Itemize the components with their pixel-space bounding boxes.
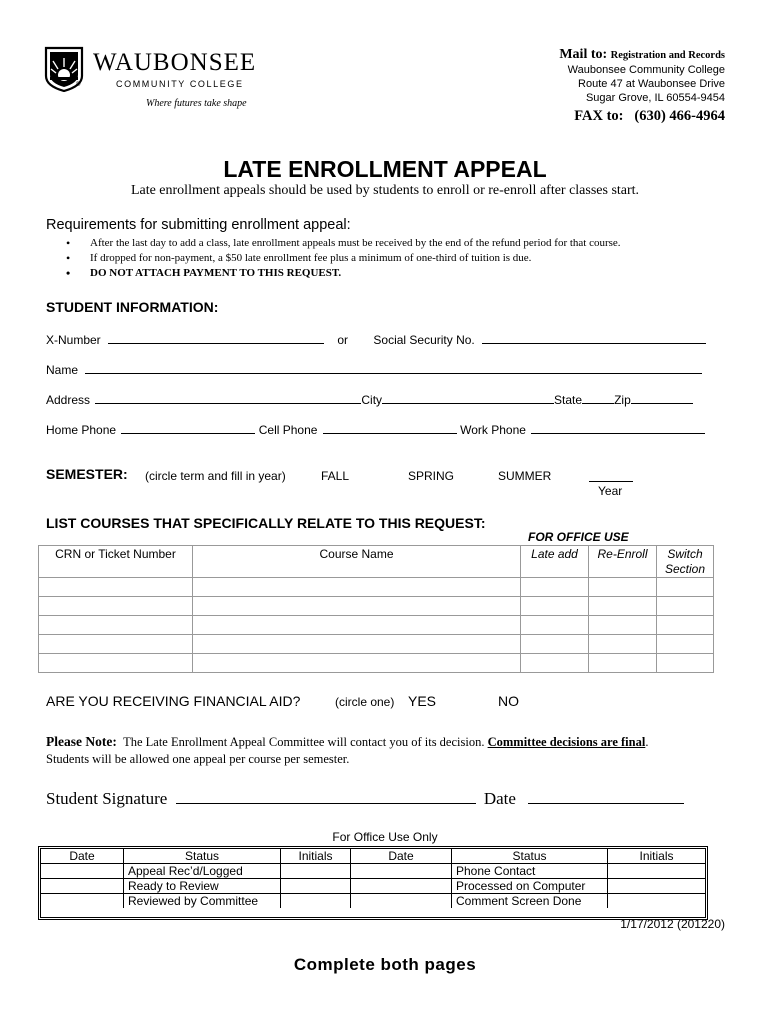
state-label: State: [554, 393, 583, 407]
office-header-row: [41, 849, 705, 864]
requirement-item: • DO NOT ATTACH PAYMENT TO THIS REQUEST.: [62, 266, 621, 281]
note-text: The Late Enrollment Appeal Committee will contact you of its decision.: [123, 735, 485, 749]
crn-cell[interactable]: [39, 654, 193, 673]
requirements-heading: Requirements for submitting enrollment appeal:: [46, 217, 351, 233]
financial-aid-yes[interactable]: YES: [408, 693, 437, 709]
switch-section-cell: [657, 654, 714, 673]
financial-aid-instruction: (circle one): [335, 695, 395, 709]
financial-aid-no[interactable]: NO: [498, 693, 519, 709]
zip-field[interactable]: [631, 392, 693, 404]
late-add-cell: [521, 654, 589, 673]
footer-instruction: Complete both pages: [293, 955, 477, 974]
year-field[interactable]: [589, 481, 633, 482]
college-subname: COMMUNITY COLLEGE: [116, 79, 244, 89]
name-label: Name: [46, 363, 79, 377]
office-status-cell: Phone Contact: [452, 864, 608, 879]
late-add-cell: [521, 635, 589, 654]
xnumber-field[interactable]: [108, 332, 324, 344]
switch-line-2: Section: [664, 562, 706, 576]
year-label: Year: [598, 484, 623, 498]
course-name-cell[interactable]: [193, 635, 521, 654]
late-add-header: Late add: [521, 546, 589, 578]
office-status-cell: Appeal Rec’d/Logged: [124, 864, 281, 879]
office-initials-header: Initials: [608, 849, 706, 864]
home-phone-field[interactable]: [121, 422, 255, 434]
re-enroll-cell: [589, 635, 657, 654]
switch-section-header: [657, 546, 714, 578]
courses-heading: LIST COURSES THAT SPECIFICALLY RELATE TO THIS REQUEST:: [46, 515, 486, 531]
office-initials-cell: [608, 864, 706, 879]
crn-cell[interactable]: [39, 635, 193, 654]
course-name-cell[interactable]: [193, 578, 521, 597]
address-field[interactable]: [95, 392, 361, 404]
crn-cell[interactable]: [39, 597, 193, 616]
or-label: or: [337, 333, 349, 347]
course-name-cell[interactable]: [193, 654, 521, 673]
signature-date-field[interactable]: [528, 788, 684, 804]
state-field[interactable]: [582, 392, 614, 404]
office-date-cell: [351, 879, 452, 894]
home-phone-label: Home Phone: [46, 423, 117, 437]
office-date-cell: [41, 864, 124, 879]
course-name-header: Course Name: [193, 546, 521, 578]
office-row: [41, 864, 705, 879]
crn-header: CRN or Ticket Number: [39, 546, 193, 578]
requirement-item: • If dropped for non-payment, a $50 late enrollment fee plus a minimum of one-third of tuition is due.: [62, 251, 621, 266]
mail-recipient: Registration and Records: [610, 50, 725, 61]
xnumber-row: [46, 332, 706, 347]
late-add-cell: [521, 578, 589, 597]
zip-label: Zip: [614, 393, 631, 407]
college-name: WAUBONSEE: [93, 49, 257, 76]
late-add-cell: [521, 616, 589, 635]
office-use-label: FOR OFFICE USE: [528, 530, 629, 544]
re-enroll-cell: [589, 597, 657, 616]
office-status-cell: Ready to Review: [124, 879, 281, 894]
course-name-cell[interactable]: [193, 597, 521, 616]
cell-phone-field[interactable]: [323, 422, 457, 434]
mail-address-block: [559, 48, 725, 123]
table-row: [39, 635, 714, 654]
re-enroll-cell: [589, 616, 657, 635]
requirements-list: [62, 236, 621, 281]
semester-instruction: (circle term and fill in year): [145, 469, 286, 483]
ssn-label: Social Security No.: [373, 333, 475, 347]
course-name-cell[interactable]: [193, 616, 521, 635]
office-date-header: Date: [41, 849, 124, 864]
xnumber-label: X-Number: [46, 333, 101, 347]
name-field[interactable]: [85, 362, 702, 374]
re-enroll-cell: [589, 654, 657, 673]
mail-line-1: Waubonsee Community College: [567, 64, 725, 76]
note-label: Please Note:: [46, 734, 117, 749]
signature-date-label: Date: [483, 789, 516, 808]
switch-line-1: Switch: [667, 547, 703, 561]
office-initials-header: Initials: [281, 849, 351, 864]
cell-phone-label: Cell Phone: [258, 423, 318, 437]
switch-section-cell: [657, 578, 714, 597]
work-phone-field[interactable]: [531, 422, 705, 434]
address-row: [46, 392, 693, 407]
semester-heading: SEMESTER:: [46, 466, 128, 482]
please-note: [46, 733, 736, 768]
requirement-item: • After the last day to add a class, late enrollment appeals must be received by the end of the refund period for that course.: [62, 236, 621, 251]
office-date-cell: [351, 894, 452, 909]
registered-mark: ®: [76, 82, 81, 88]
office-date-cell: [351, 864, 452, 879]
table-row: [39, 597, 714, 616]
phone-row: [46, 422, 705, 437]
office-status-cell: Processed on Computer: [452, 879, 608, 894]
late-add-cell: [521, 597, 589, 616]
crn-cell[interactable]: [39, 616, 193, 635]
signature-row: [46, 788, 684, 809]
office-initials-cell: [281, 879, 351, 894]
mail-line-3: Sugar Grove, IL 60554-9454: [585, 92, 725, 104]
fax-number: (630) 466-4964: [634, 108, 725, 124]
name-row: [46, 362, 702, 377]
re-enroll-header: Re-Enroll: [589, 546, 657, 578]
city-field[interactable]: [382, 392, 554, 404]
note-end: .: [645, 735, 649, 749]
office-status-cell: Reviewed by Committee: [124, 894, 281, 909]
office-date-header: Date: [351, 849, 452, 864]
office-use-box: [38, 846, 708, 920]
courses-table: [38, 545, 714, 673]
financial-aid-question: ARE YOU RECEIVING FINANCIAL AID?: [46, 693, 301, 709]
address-label: Address: [46, 393, 91, 407]
semester-spring[interactable]: SPRING: [408, 469, 455, 483]
note-emphasis: Committee decisions are final: [487, 735, 646, 749]
college-tagline: Where futures take shape: [146, 98, 247, 109]
office-use-only-title: For Office Use Only: [332, 830, 438, 844]
mail-label: Mail to:: [559, 47, 608, 62]
switch-section-cell: [657, 616, 714, 635]
student-info-heading: STUDENT INFORMATION:: [46, 299, 219, 315]
page-subtitle: Late enrollment appeals should be used by students to enroll or re-enroll after classes start.: [130, 183, 640, 198]
office-status-header: Status: [124, 849, 281, 864]
switch-section-cell: [657, 635, 714, 654]
table-row: [39, 616, 714, 635]
office-initials-cell: [281, 864, 351, 879]
fax-label: FAX to:: [574, 108, 624, 124]
crn-cell[interactable]: [39, 578, 193, 597]
office-use-table: [41, 849, 705, 908]
table-row: [39, 654, 714, 673]
table-row: [39, 578, 714, 597]
ssn-field[interactable]: [482, 332, 706, 344]
table-header-row: [39, 546, 714, 578]
mail-line-2: Route 47 at Waubonsee Drive: [578, 78, 725, 90]
office-date-cell: [41, 879, 124, 894]
signature-field[interactable]: [176, 788, 476, 804]
office-date-cell: [41, 894, 124, 909]
page-title: LATE ENROLLMENT APPEAL: [223, 156, 547, 182]
office-row: [41, 894, 705, 909]
semester-summer[interactable]: SUMMER: [498, 469, 552, 483]
signature-label: Student Signature: [46, 789, 168, 808]
office-status-cell: Comment Screen Done: [452, 894, 608, 909]
office-initials-cell: [608, 879, 706, 894]
office-row: [41, 879, 705, 894]
office-status-header: Status: [452, 849, 608, 864]
note-line-2: Students will be allowed one appeal per course per semester.: [46, 752, 350, 766]
re-enroll-cell: [589, 578, 657, 597]
office-initials-cell: [608, 894, 706, 909]
city-label: City: [361, 393, 383, 407]
switch-section-cell: [657, 597, 714, 616]
work-phone-label: Work Phone: [460, 423, 526, 437]
semester-fall[interactable]: FALL: [321, 469, 350, 483]
office-initials-cell: [281, 894, 351, 909]
form-version: 1/17/2012 (201220): [620, 917, 725, 931]
